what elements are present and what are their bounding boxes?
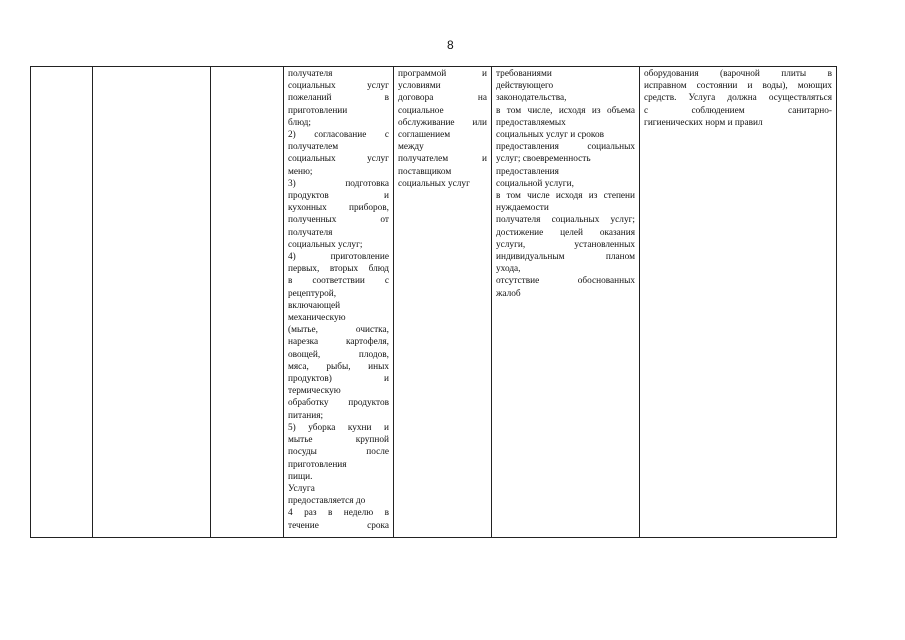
text-line: социальных услуг	[398, 178, 470, 189]
text-line: социальной услуги,	[496, 178, 574, 189]
text-line: приготовления	[288, 459, 347, 470]
cell-description	[284, 67, 394, 538]
text-line: включающей	[288, 300, 341, 311]
text-line: продуктов) и	[288, 374, 389, 385]
text-line: 2) согласование с	[288, 130, 389, 141]
text-line: 4) приготовление	[288, 252, 389, 263]
text-line: механическую	[288, 313, 346, 324]
text-line: мяса, рыбы, иных	[288, 361, 389, 372]
text-line: получателя социальных услуг;	[496, 215, 635, 226]
page-number: 8	[447, 38, 454, 52]
text-line: блюд;	[288, 117, 311, 128]
text-line: получателя	[288, 227, 333, 238]
text-line: программой и	[398, 69, 487, 79]
text-line: индивидуальным планом	[496, 252, 635, 263]
text-line: обслуживание или	[398, 117, 487, 128]
text-line: услуги, установленных	[496, 239, 635, 250]
text-line: социальных услуг;	[288, 239, 363, 250]
text-line: посуды после	[288, 447, 389, 458]
text-line: социальных услуг	[288, 81, 389, 92]
text-line: достижение целей оказания	[496, 227, 635, 238]
text-line: социальных услуг	[288, 154, 389, 165]
text-line: предоставляется до	[288, 496, 366, 507]
text-line: нуждаемости	[496, 203, 549, 214]
text-line: течение срока	[288, 520, 389, 531]
services-table	[30, 66, 837, 538]
text-line: пищи.	[288, 471, 313, 482]
text-line: действующего	[496, 81, 554, 92]
text-line: оборудования (варочной плиты в	[644, 69, 832, 79]
text-line: кухонных приборов,	[288, 203, 389, 214]
text-line: в том числе, исходя из объема	[496, 105, 635, 116]
text-line: с соблюдением санитарно-	[644, 105, 832, 116]
text-line: термическую	[288, 386, 341, 397]
text-line: в соответствии с	[288, 276, 389, 287]
text-line: (мытье, очистка,	[288, 325, 389, 336]
text-line: договора на	[398, 93, 487, 104]
text-line: пожеланий в	[288, 93, 389, 104]
text-line: нарезка картофеля,	[288, 337, 389, 348]
text-line: ухода,	[496, 264, 521, 275]
text-line: поставщиком	[398, 166, 452, 177]
text-line: получателем	[288, 142, 339, 153]
text-line: приготовлении	[288, 105, 348, 116]
text-line: исправном состоянии и воды), моющих	[644, 81, 832, 92]
text-line: жалоб	[496, 288, 521, 299]
text-line: условиями	[398, 81, 441, 92]
text-line: отсутствие обоснованных	[496, 276, 635, 287]
text-line: в том числе исходя из степени	[496, 191, 635, 202]
text-line: 4 раз в неделю в	[288, 508, 389, 519]
text-line: требованиями	[496, 69, 552, 79]
cell-conditions	[640, 67, 837, 538]
text-line: социальных услуг и сроков	[496, 130, 605, 141]
text-line: предоставления	[496, 166, 559, 177]
text-line: получателя	[288, 69, 333, 79]
text-line: предоставляемых	[496, 117, 566, 128]
table-row	[31, 67, 837, 538]
text-line: обработку продуктов	[288, 398, 389, 409]
text-line: получателем и	[398, 154, 487, 165]
text-line: предоставления социальных	[496, 142, 635, 153]
text-line: гигиенических норм и правил	[644, 117, 763, 128]
text-line: рецептурой,	[288, 288, 337, 299]
text-line: продуктов и	[288, 191, 389, 202]
cell-norm	[211, 67, 284, 538]
text-line: соглашением	[398, 130, 451, 141]
text-line: первых, вторых блюд	[288, 264, 389, 275]
text-line: меню;	[288, 166, 313, 177]
text-line: законодательства,	[496, 93, 567, 104]
text-line: 5) уборка кухни и	[288, 422, 389, 433]
text-line: средств. Услуга должна осуществляться	[644, 93, 832, 104]
cell-service-name	[93, 67, 211, 538]
text-line: услуг; своевременность	[496, 154, 591, 165]
text-line: овощей, плодов,	[288, 349, 389, 360]
cell-number	[31, 67, 93, 538]
text-line: мытье крупной	[288, 435, 389, 446]
cell-deadline	[394, 67, 492, 538]
text-line: 3) подготовка	[288, 178, 389, 189]
text-line: Услуга	[288, 483, 315, 494]
text-line: питания;	[288, 410, 324, 421]
text-line: социальное	[398, 105, 444, 116]
text-line: полученных от	[288, 215, 389, 226]
text-line: между	[398, 142, 424, 153]
cell-quality-indicators	[492, 67, 640, 538]
